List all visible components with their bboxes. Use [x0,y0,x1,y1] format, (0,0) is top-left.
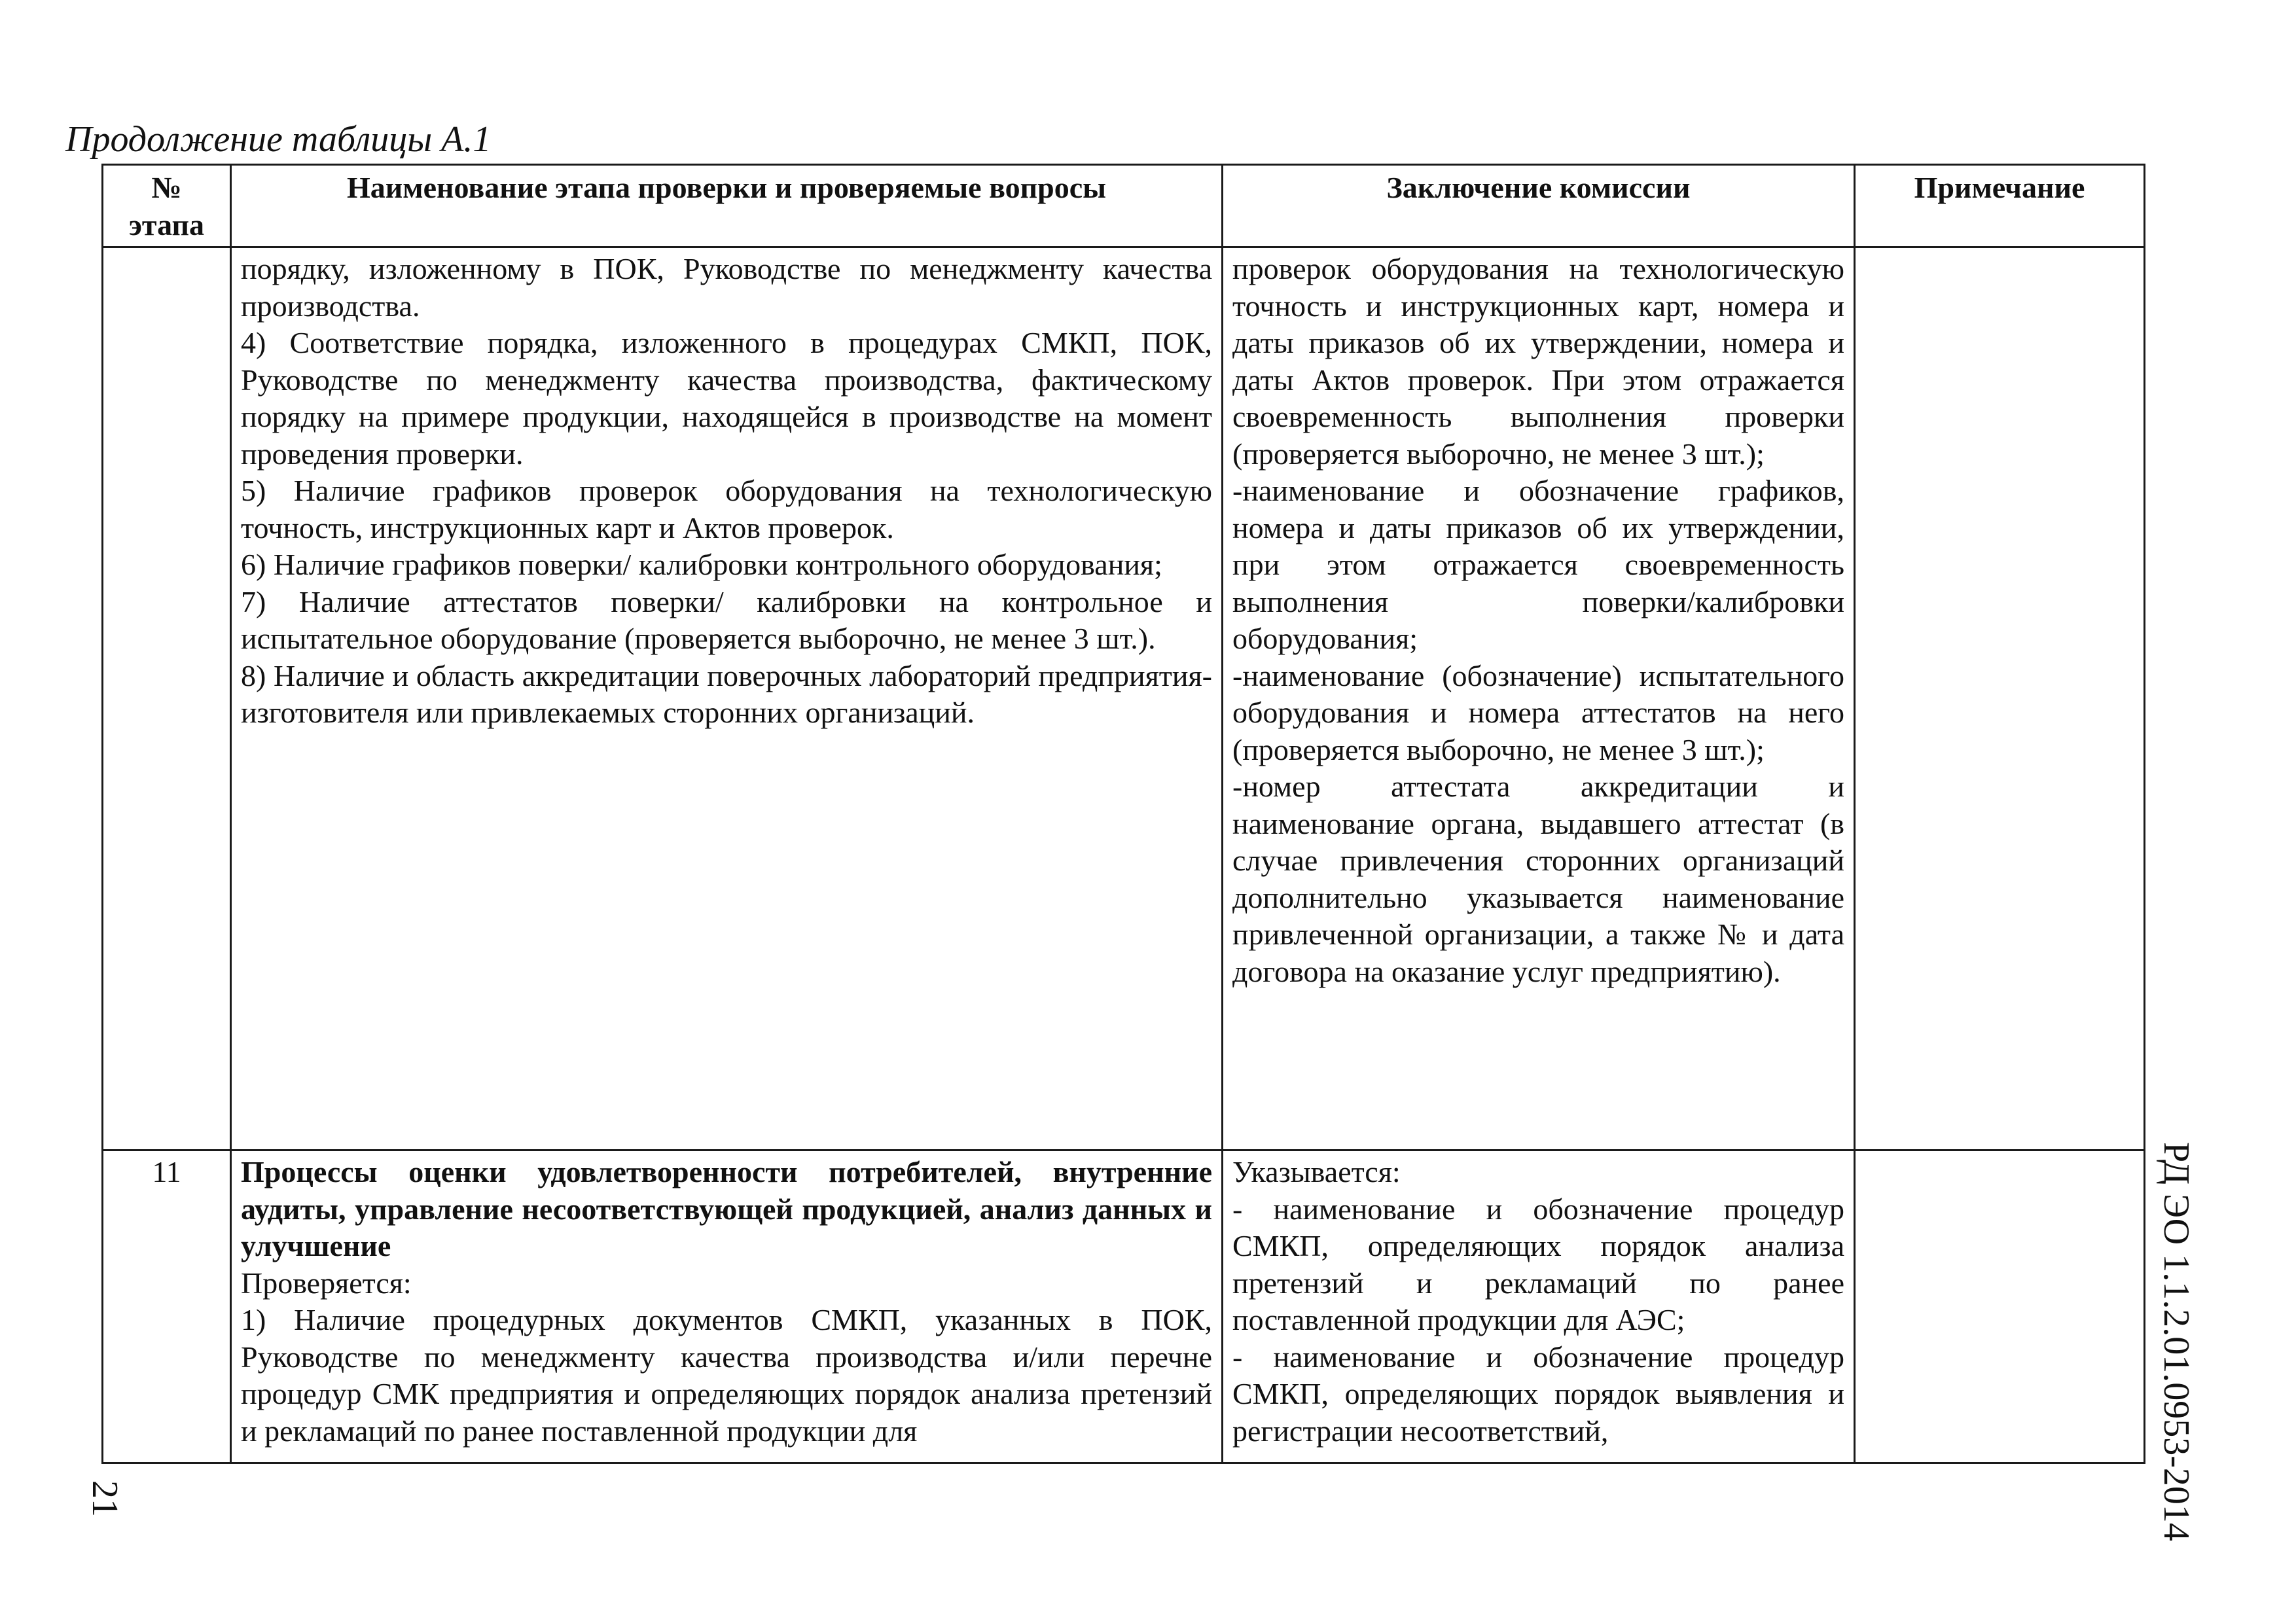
page-number-text: 21 [84,1480,125,1517]
stage-questions-cell [231,1150,1223,1463]
stage-paragraph: 5) Наличие графиков проверок оборудования на технологическую точность, инструкционных карт и Актов проверок. [241,474,1212,544]
stage-paragraph: 7) Наличие аттестатов поверки/ калибровки на контрольное и испытательное оборудование (проверяется выборочно, не менее 3 шт.). [241,584,1212,655]
stage-paragraph: 1) Наличие процедурных документов СМКП, указанных в ПОК, Руководстве по менеджменту качества производства и/или перечне процедур СМК предприятия и определяющих порядок анализа претензий и рекламаций по ранее поставленной продукции для [241,1303,1212,1448]
page-number [85,1480,124,1526]
document-code [2156,1142,2197,1541]
conclusion-paragraph: -номер аттестата аккредитации и наименование органа, выдавшего аттестат (в случае привлечения сторонних организаций дополнительно указывается наименование привлеченной организации, а также № и дата договора на оказание услуг предприятию). [1232,770,1844,988]
stage-paragraph: 6) Наличие графиков поверки/ калибровки контрольного оборудования; [241,548,1162,581]
stage-paragraph: 4) Соответствие порядка, изложенного в процедурах СМКП, ПОК, Руководстве по менеджменту качества производства, фактическому порядку на примере продукции, находящейся в производстве на момент проведения проверки. [241,326,1212,471]
conclusion-paragraph: Указывается: [1232,1155,1401,1188]
table-row [103,1150,2145,1463]
conclusion-paragraph: -наименование (обозначение) испытательного оборудования и номера аттестатов на него (проверяется выборочно, не менее 3 шт.); [1232,658,1844,766]
conclusion-paragraph: проверок оборудования на технологическую точность и инструкционных карт, номера и даты приказов об их утверждении, номера и даты Актов проверок. При этом отражается своевременность выполнения проверки (проверяется выборочно, не менее 3 шт.); [1232,252,1844,471]
stage-number-cell [103,247,231,1150]
conclusion-cell [1223,1150,1855,1463]
table-caption: Продолжение таблицы А.1 [65,119,492,160]
conclusion-paragraph: - наименование и обозначение процедур СМКП, определяющих порядок выявления и регистрации несоответствий, [1232,1340,1844,1448]
conclusion-paragraph: -наименование и обозначение графиков, номера и даты приказов об их утверждении, при этом отражается своевременность выполнения поверки/калибровки оборудования; [1232,474,1844,655]
note-cell [1855,1150,2145,1463]
stage-questions-cell [231,247,1223,1150]
header-stage-name: Наименование этапа проверки и проверяемые вопросы [231,165,1223,247]
document-code-text: РД ЭО 1.1.2.01.0953-2014 [2156,1142,2197,1541]
stage-paragraph: 8) Наличие и область аккредитации поверочных лабораторий предприятия-изготовителя или привлекаемых сторонних организаций. [241,658,1212,729]
stage-title: Процессы оценки удовлетворенности потребителей, внутренние аудиты, управление несоответствующей продукцией, анализ данных и улучшение [241,1155,1212,1262]
table-header-row [103,165,2145,247]
conclusion-cell [1223,247,1855,1150]
stage-number-cell: 11 [103,1150,231,1463]
note-cell [1855,247,2145,1150]
conclusion-paragraph: - наименование и обозначение процедур СМКП, определяющих порядок анализа претензий и рекламаций по ранее поставленной продукции для АЭС; [1232,1192,1844,1336]
header-stage-number: № этапа [103,165,231,247]
stage-paragraph: Проверяется: [241,1266,412,1300]
stage-paragraph: порядку, изложенному в ПОК, Руководстве по менеджменту качества производства. [241,252,1212,323]
inspection-table [101,164,2145,1464]
table-row [103,247,2145,1150]
header-conclusion: Заключение комиссии [1223,165,1855,247]
header-note: Примечание [1855,165,2145,247]
